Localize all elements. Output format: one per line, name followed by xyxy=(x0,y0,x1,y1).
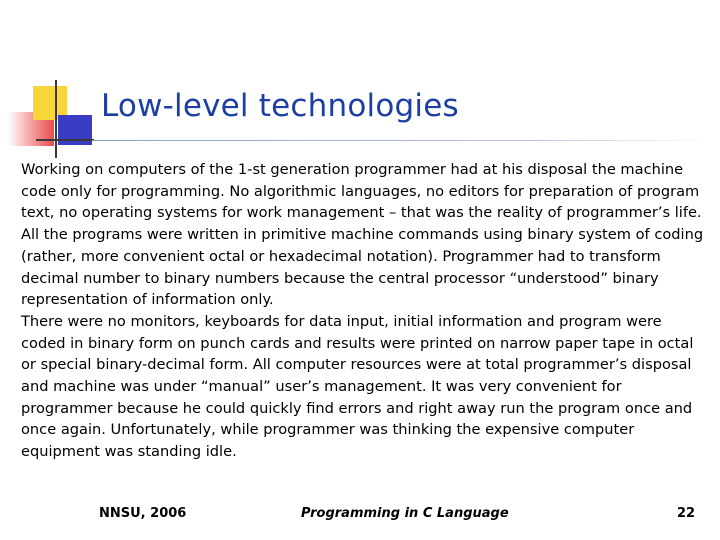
page-number: 22 xyxy=(677,506,696,521)
footer-course-title: Programming in C Language xyxy=(301,506,509,521)
logo-vertical-line xyxy=(55,80,57,158)
title-divider xyxy=(92,140,712,141)
body-paragraph: There were no monitors, keyboards for data input, initial information and program were coded in binary form on punch cards and results were printed on narrow paper tape in octal or special binary-decimal form. All computer resources were at total programmer’s disposal and machine was under “manual” user’s management. It was very convenient for programmer because he could quickly find errors and right away run the program once and once again. Unfortunately, while programmer was thinking the expensive computer equipment was standing idle. xyxy=(21,312,694,461)
logo-horizontal-line xyxy=(36,139,94,141)
slide-title: Low-level technologies xyxy=(101,88,459,124)
footer-organization: NNSU, 2006 xyxy=(99,506,187,521)
slide-body xyxy=(21,159,709,463)
body-paragraph: Working on computers of the 1-st generation programmer had at his disposal the machine code only for programming. No algorithmic languages, no editors for preparation of program text, no operating systems for work management – that was the reality of programmer’s life. All the programs were written in primitive machine commands using binary system of coding (rather, more convenient octal or hexadecimal notation). Programmer had to transform decimal number to binary numbers because the central processor “understood” binary representation of information only. xyxy=(21,161,704,309)
